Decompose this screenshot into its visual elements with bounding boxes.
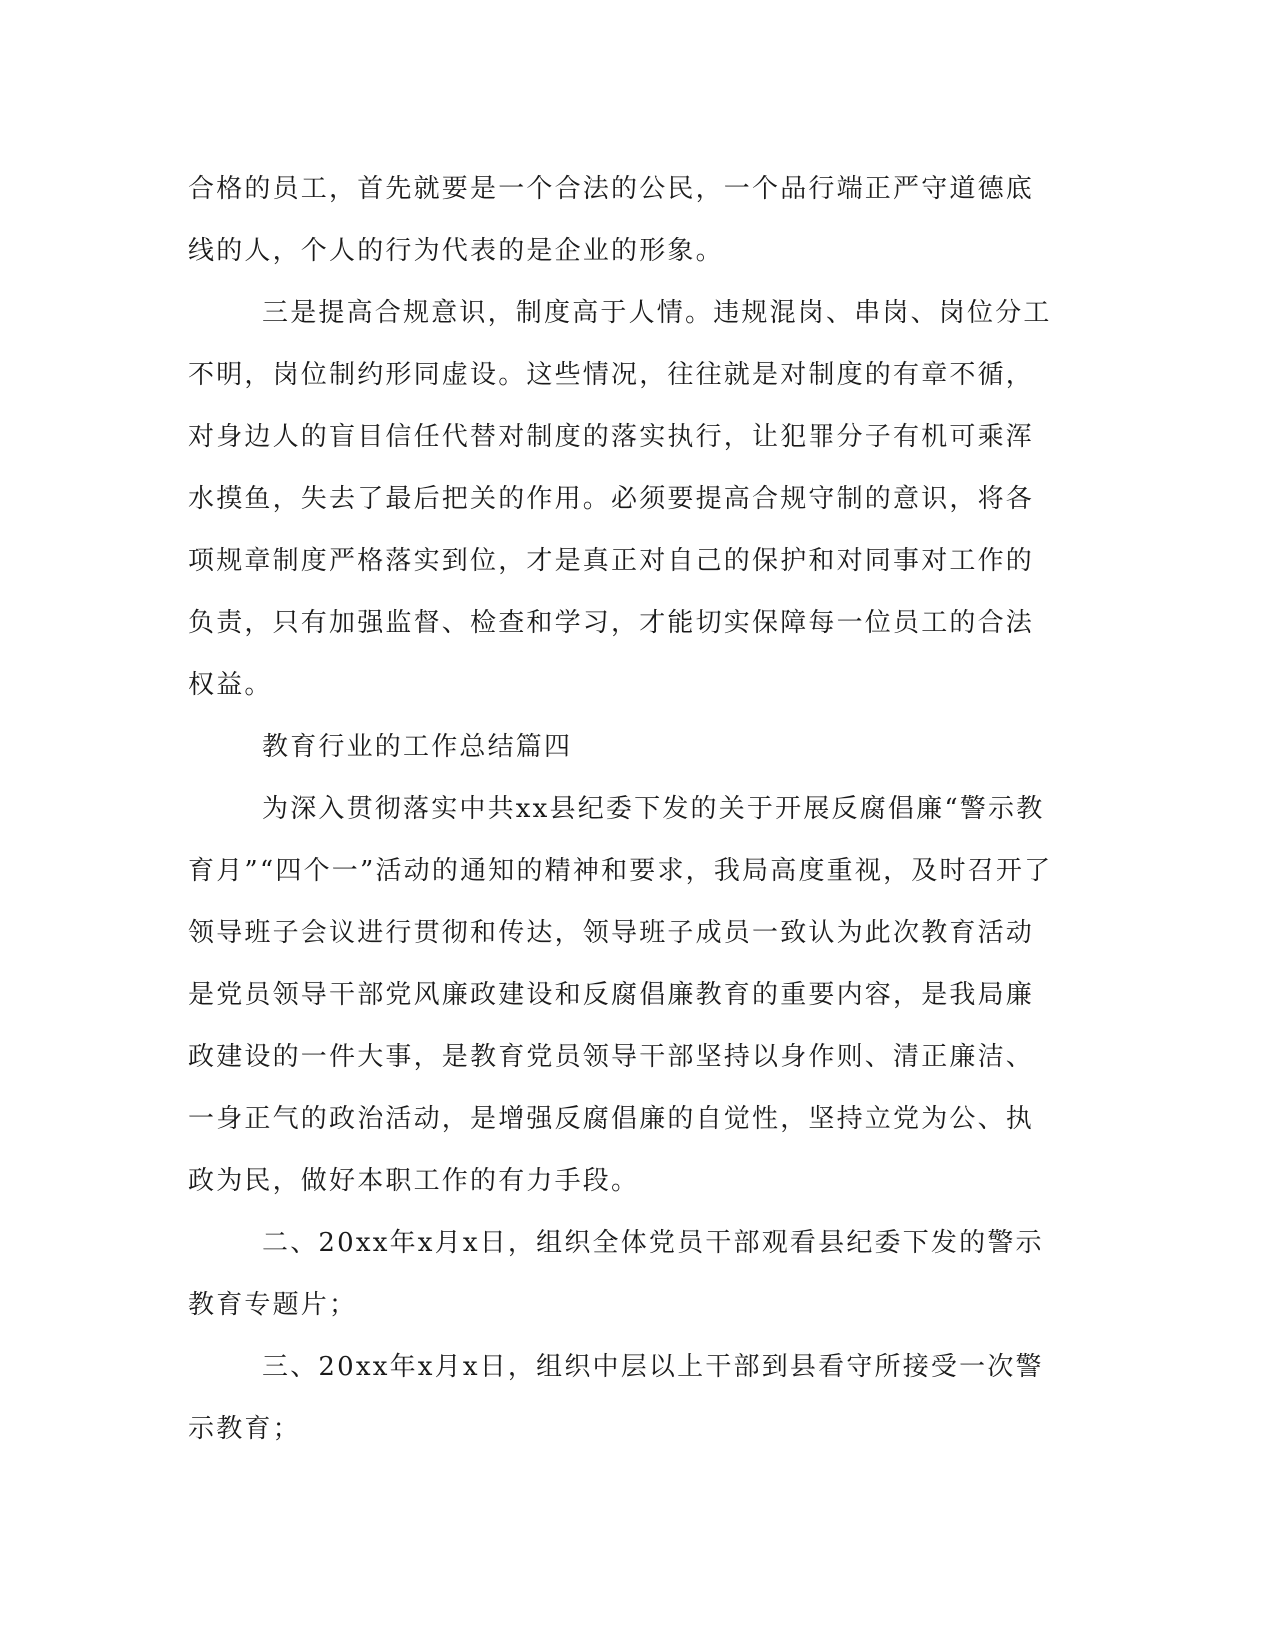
text-line: 三、20xx年x月x日，组织中层以上干部到县看守所接受一次警 — [262, 1352, 1044, 1382]
text-line: 项规章制度严格落实到位，才是真正对自己的保护和对同事对工作的 — [188, 546, 1035, 576]
text-line: 育月”“四个一”活动的通知的精神和要求，我局高度重视，及时召开了 — [188, 856, 1053, 886]
text-line: 政为民，做好本职工作的有力手段。 — [188, 1166, 640, 1196]
text-line: 对身边人的盲目信任代替对制度的落实执行，让犯罪分子有机可乘浑 — [188, 422, 1035, 452]
text-line: 教育专题片； — [188, 1290, 358, 1320]
text-line: 三是提高合规意识，制度高于人情。违规混岗、串岗、岗位分工 — [262, 298, 1052, 328]
text-line: 线的人，个人的行为代表的是企业的形象。 — [188, 236, 724, 266]
text-line: 示教育； — [188, 1414, 301, 1444]
text-line: 为深入贯彻落实中共xx县纪委下发的关于开展反腐倡廉“警示教 — [262, 794, 1045, 824]
text-line: 权益。 — [188, 670, 273, 700]
text-line: 政建设的一件大事，是教育党员领导干部坚持以身作则、清正廉洁、 — [188, 1042, 1035, 1072]
text-line: 领导班子会议进行贯彻和传达，领导班子成员一致认为此次教育活动 — [188, 918, 1035, 948]
text-line: 二、20xx年x月x日，组织全体党员干部观看县纪委下发的警示 — [262, 1228, 1044, 1258]
text-line: 负责，只有加强监督、检查和学习，才能切实保障每一位员工的合法 — [188, 608, 1035, 638]
text-line: 水摸鱼，失去了最后把关的作用。必须要提高合规守制的意识，将各 — [188, 484, 1035, 514]
text-line: 是党员领导干部党风廉政建设和反腐倡廉教育的重要内容，是我局廉 — [188, 980, 1035, 1010]
text-line: 不明，岗位制约形同虚设。这些情况，往往就是对制度的有章不循， — [188, 360, 1035, 390]
section-heading: 教育行业的工作总结篇四 — [262, 732, 573, 762]
document-body — [188, 158, 1088, 1460]
text-line: 合格的员工，首先就要是一个合法的公民，一个品行端正严守道德底 — [188, 174, 1035, 204]
text-line: 一身正气的政治活动，是增强反腐倡廉的自觉性，坚持立党为公、执 — [188, 1104, 1035, 1134]
